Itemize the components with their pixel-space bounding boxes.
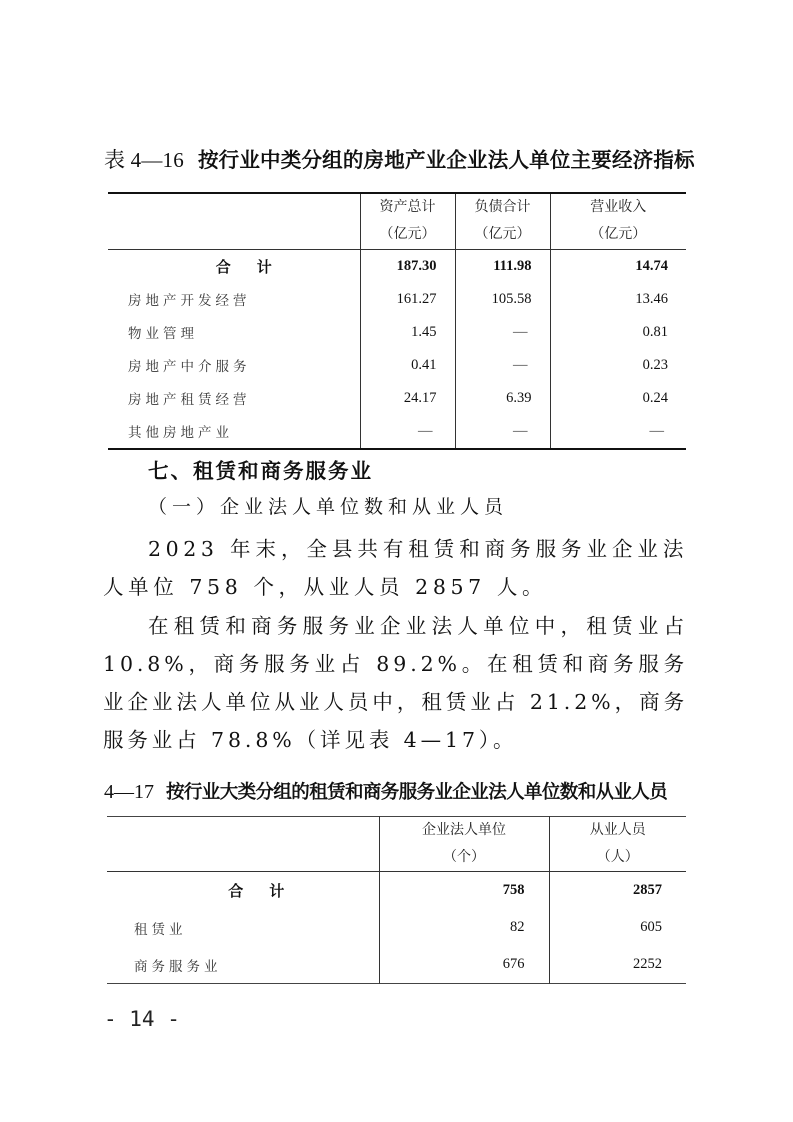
cell-value: 14.74 [550, 249, 686, 283]
column-unit: （亿元） [590, 226, 647, 243]
table-header-row [108, 193, 686, 249]
cell-value: 105.58 [455, 283, 550, 316]
table-header-row [107, 817, 686, 872]
cell-value: 111.98 [455, 249, 550, 283]
cell-value: — [360, 415, 455, 449]
paragraph-2: 在租赁和商务服务业企业法人单位中，租赁业占 10.8%，商务服务业占 89.2%。在租赁和商务服务业企业法人单位从业人员中，租赁业占 21.2%，商务服务业占 78.8%（详见表 4—17）。 [103, 614, 688, 752]
cell-value: — [455, 349, 550, 382]
column-unit: （亿元） [474, 226, 531, 243]
column-unit: （亿元） [379, 226, 436, 243]
table-4-17-caption [104, 778, 667, 804]
column-header-employees [549, 817, 686, 872]
paragraph-1: 2023 年末，全县共有租赁和商务服务业企业法人单位 758 个，从业人员 2857 人。 [103, 537, 688, 599]
cell-value: 2252 [549, 946, 686, 984]
column-header-enterprise-units [379, 817, 549, 872]
table-4-16-number: 表 4—16 [104, 148, 184, 172]
table-4-16-title: 按行业中类分组的房地产业企业法人单位主要经济指标 [197, 148, 695, 172]
cell-value: 0.41 [360, 349, 455, 382]
column-header-revenue [550, 193, 686, 249]
cell-value: 2857 [549, 872, 686, 910]
column-header-assets [360, 193, 455, 249]
column-unit: （人） [596, 849, 639, 865]
table-4-17-title: 按行业大类分组的租赁和商务服务业企业法人单位数和从业人员 [166, 782, 668, 803]
table-row-total [108, 249, 686, 283]
row-label: 物业管理 [128, 326, 198, 342]
cell-value: 0.24 [550, 382, 686, 415]
cell-value: 24.17 [360, 382, 455, 415]
column-unit: （个） [443, 849, 485, 865]
cell-value: — [550, 415, 686, 449]
table-4-16 [108, 192, 686, 450]
cell-value: 758 [379, 872, 549, 910]
cell-value: 605 [549, 909, 686, 946]
table-row [108, 283, 686, 316]
table-4-16-caption [104, 143, 695, 174]
row-label: 房地产开发经营 [128, 293, 251, 309]
section-subheading: （一）企业法人单位数和从业人员 [148, 496, 509, 518]
table-row [108, 415, 686, 449]
row-label: 合 计 [215, 257, 272, 276]
table-row [107, 946, 686, 984]
table-4-17-number: 4—17 [104, 781, 154, 803]
column-name: 资产总计 [379, 199, 436, 216]
cell-value: 13.46 [550, 283, 686, 316]
row-label: 商务服务业 [134, 958, 222, 975]
page-number: - 14 - [104, 1007, 180, 1031]
table-row-total [107, 872, 686, 910]
table-row [107, 909, 686, 946]
header-blank-cell [107, 817, 379, 872]
cell-value: 6.39 [455, 382, 550, 415]
column-name: 企业法人单位 [422, 822, 506, 838]
cell-value: — [455, 316, 550, 349]
table-row [108, 349, 686, 382]
cell-value: 161.27 [360, 283, 455, 316]
cell-value: 676 [379, 946, 549, 984]
section-heading: 七、租赁和商务服务业 [148, 459, 373, 483]
column-header-liabilities [455, 193, 550, 249]
row-label: 房地产租赁经营 [128, 392, 251, 408]
table-4-17 [107, 816, 686, 984]
row-label: 其他房地产业 [128, 425, 233, 441]
cell-value: — [455, 415, 550, 449]
column-name: 负债合计 [474, 199, 531, 216]
header-blank-cell [108, 193, 360, 249]
row-label: 房地产中介服务 [128, 359, 251, 375]
table-row [108, 382, 686, 415]
column-name: 从业人员 [589, 822, 646, 838]
row-label: 租赁业 [134, 921, 187, 938]
cell-value: 82 [379, 909, 549, 946]
row-label: 合 计 [228, 882, 285, 900]
column-name: 营业收入 [590, 199, 647, 216]
cell-value: 1.45 [360, 316, 455, 349]
table-row [108, 316, 686, 349]
cell-value: 0.81 [550, 316, 686, 349]
cell-value: 187.30 [360, 249, 455, 283]
cell-value: 0.23 [550, 349, 686, 382]
